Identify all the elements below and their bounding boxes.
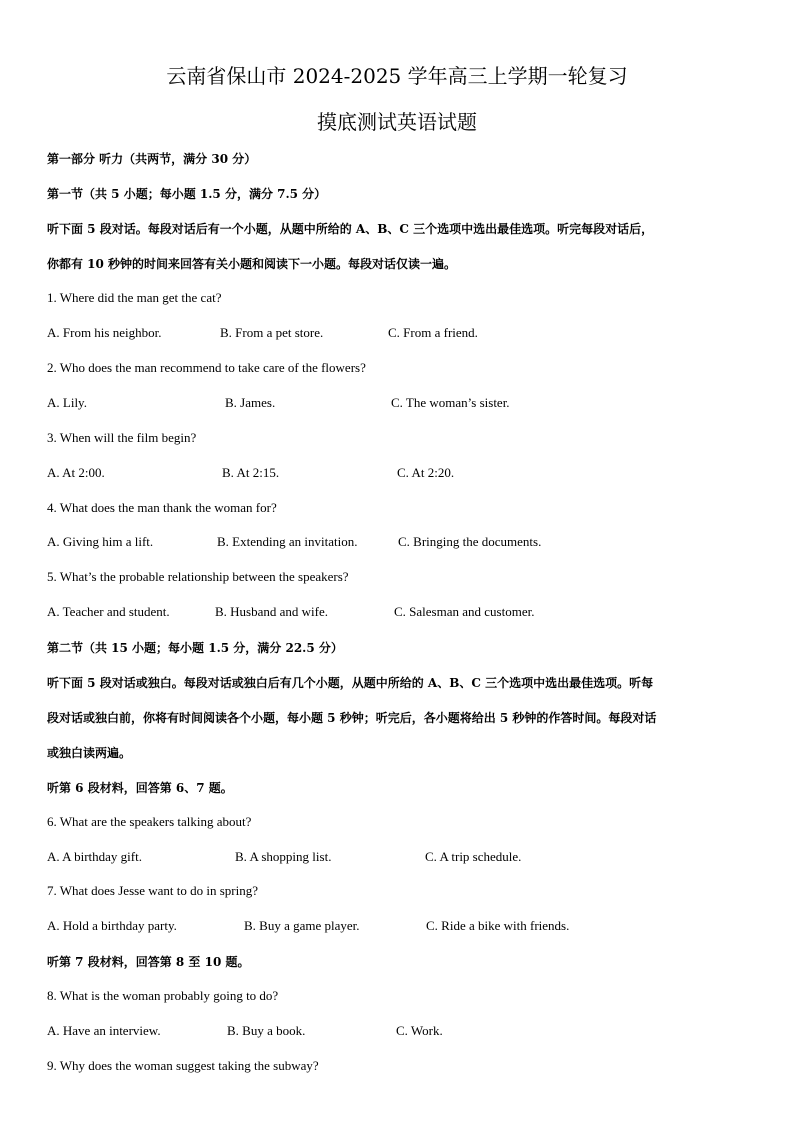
question-stem: 7. What does Jesse want to do in spring?: [47, 883, 258, 898]
option-b: B. Extending an invitation.: [217, 534, 358, 549]
option-a: A. Have an interview.: [47, 1023, 161, 1038]
section2-instruction-line1: 听下面 5 段对话或独白。每段对话或独白后有几个小题，从题中所给的 A、B、C 三个选项中选出最佳选项。听每: [47, 676, 654, 690]
section1-heading: 第一节（共 5 小题；每小题 1.5 分，满分 7.5 分）: [47, 187, 327, 201]
material-6-note: 听第 6 段材料，回答第 6、7 题。: [47, 781, 233, 795]
option-b: B. A shopping list.: [235, 849, 332, 864]
question-stem: 1. Where did the man get the cat?: [47, 290, 222, 305]
question-stem: 2. Who does the man recommend to take care of the flowers?: [47, 360, 366, 375]
option-a: A. From his neighbor.: [47, 325, 162, 340]
option-b: B. Buy a book.: [227, 1023, 306, 1038]
option-a: A. Giving him a lift.: [47, 534, 154, 549]
question-stem: 3. When will the film begin?: [47, 430, 197, 445]
option-c: C. From a friend.: [388, 325, 478, 340]
option-b: B. Husband and wife.: [215, 604, 329, 619]
option-c: C. At 2:20.: [397, 465, 455, 480]
exam-subtitle: 摸底测试英语试题: [317, 110, 477, 134]
exam-title: 云南省保山市 2024-2025 学年高三上学期一轮复习: [166, 64, 628, 88]
question-stem: 6. What are the speakers talking about?: [47, 814, 252, 829]
section1-instruction-line1: 听下面 5 段对话。每段对话后有一个小题，从题中所给的 A、B、C 三个选项中选出最佳选项。听完每段对话后，: [47, 222, 654, 236]
part1-heading: 第一部分 听力（共两节，满分 30 分）: [47, 152, 257, 166]
section2-heading: 第二节（共 15 小题；每小题 1.5 分，满分 22.5 分）: [47, 641, 343, 655]
option-c: C. Salesman and customer.: [394, 604, 535, 619]
material-7-note: 听第 7 段材料，回答第 8 至 10 题。: [47, 955, 250, 969]
option-c: C. Bringing the documents.: [398, 534, 542, 549]
option-b: B. At 2:15.: [222, 465, 280, 480]
option-c: C. A trip schedule.: [425, 849, 522, 864]
question-stem: 5. What’s the probable relationship between the speakers?: [47, 569, 349, 584]
option-b: B. Buy a game player.: [244, 918, 360, 933]
option-c: C. Work.: [396, 1023, 443, 1038]
question-stem: 8. What is the woman probably going to do?: [47, 988, 279, 1003]
section2-instruction-line3: 或独白读两遍。: [47, 746, 132, 760]
option-a: A. Teacher and student.: [47, 604, 170, 619]
question-stem: 4. What does the man thank the woman for?: [47, 500, 277, 515]
option-a: A. Hold a birthday party.: [47, 918, 177, 933]
option-a: A. A birthday gift.: [47, 849, 142, 864]
section2-instruction-line2: 段对话或独白前，你将有时间阅读各个小题，每小题 5 秒钟；听完后，各小题将给出 5 秒钟的作答时间。每段对话: [47, 711, 657, 725]
option-c: C. Ride a bike with friends.: [426, 918, 570, 933]
option-b: B. From a pet store.: [220, 325, 324, 340]
option-b: B. James.: [225, 395, 276, 410]
section1-instruction-line2: 你都有 10 秒钟的时间来回答有关小题和阅读下一小题。每段对话仅读一遍。: [47, 257, 457, 271]
option-a: A. Lily.: [47, 395, 87, 410]
question-stem: 9. Why does the woman suggest taking the subway?: [47, 1058, 319, 1073]
option-a: A. At 2:00.: [47, 465, 105, 480]
option-c: C. The woman’s sister.: [391, 395, 510, 410]
